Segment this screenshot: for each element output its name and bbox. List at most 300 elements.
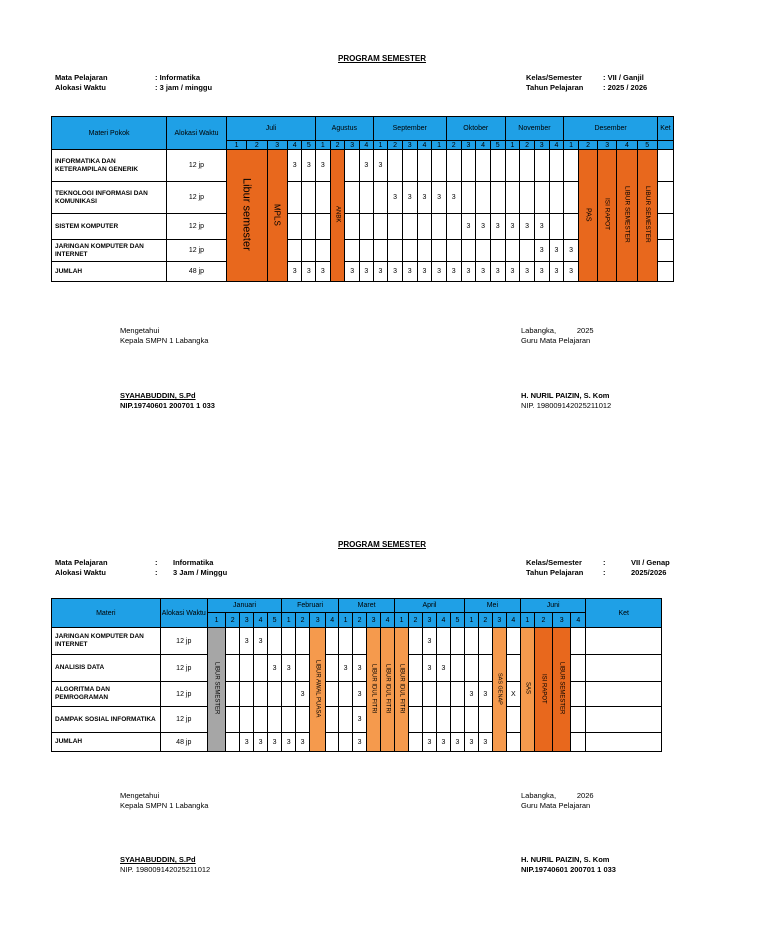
week-header: 2 [353,613,367,628]
empty-cell [564,150,579,182]
libur-semester-block-text: Libur semester [240,178,253,251]
empty-cell [345,150,360,182]
empty-cell [409,682,423,707]
empty-cell [446,214,461,240]
empty-cell [287,182,302,214]
empty-cell [296,628,310,655]
alokasi-value-2: 3 Jam / Minggu [173,568,228,577]
rapot-block [598,150,617,282]
value-cell: 3 [534,262,549,282]
week-header: 4 [287,141,302,150]
week-header: 3 [345,141,360,150]
ket-cell [586,707,662,733]
value-cell: 3 [490,214,505,240]
empty-cell [520,150,535,182]
week-header: 2 [478,613,492,628]
sign-right-name-2: H. NURIL PAIZIN, S. Kom [521,855,610,864]
col-alokasi: Alokasi Waktu [160,599,207,628]
idul-fitri-block-3 [395,628,409,752]
rapot-block-text: ISI RAPOT [540,673,547,704]
empty-cell [417,214,432,240]
value-cell: 3 [240,628,254,655]
materi-cell: SISTEM KOMPUTER [52,214,167,240]
page-title-2: PROGRAM SEMESTER [338,540,427,549]
empty-cell [388,240,403,262]
empty-cell [534,150,549,182]
week-header: 3 [553,613,571,628]
empty-cell [436,628,450,655]
empty-cell [505,182,520,214]
value-cell: 3 [353,733,367,752]
empty-cell [254,707,268,733]
empty-cell [478,628,492,655]
week-header: 1 [464,613,478,628]
empty-cell [478,707,492,733]
materi-cell: INFORMATIKA DAN KETERAMPILAN GENERIK [52,150,167,182]
empty-cell [446,150,461,182]
empty-cell [432,150,447,182]
col-ket: Ket [586,599,662,628]
value-cell: 3 [490,262,505,282]
week-header: 4 [549,141,564,150]
empty-cell [345,240,360,262]
week-header: 1 [339,613,353,628]
empty-cell [339,707,353,733]
month-header: Januari [207,599,281,613]
empty-cell [287,214,302,240]
month-header: April [395,599,465,613]
empty-cell [360,240,374,262]
empty-cell [549,214,564,240]
sas-genap-block-text: SAS GENAP [496,672,503,705]
week-header: 1 [316,141,331,150]
empty-cell [506,655,520,682]
sign-right-nip: NIP. 198009142025211012 [521,401,612,410]
empty-cell [296,707,310,733]
ket-cell [586,682,662,707]
week-header: 3 [402,141,417,150]
week-header: 3 [461,141,476,150]
week-header: 4 [360,141,374,150]
week-header: 4 [417,141,432,150]
mapel-value-2: Informatika [173,558,214,567]
empty-cell [302,182,316,214]
week-header: 1 [520,613,534,628]
sign-right-line2: Guru Mata Pelajaran [521,336,591,345]
empty-cell [505,240,520,262]
week-header: 4 [254,613,268,628]
value-cell: 3 [345,262,360,282]
empty-cell [268,682,282,707]
value-cell: 3 [461,262,476,282]
empty-cell [402,150,417,182]
libur-end-block [553,628,571,752]
value-cell: 3 [353,655,367,682]
kelas-colon-2: : [603,558,606,567]
week-header: 2 [247,141,267,150]
value-cell: 3 [296,682,310,707]
materi-cell: ALGORITMA DAN PEMROGRAMAN [52,682,161,707]
empty-cell [564,214,579,240]
empty-cell [287,240,302,262]
empty-cell [417,150,432,182]
sas-genap-block [492,628,506,752]
libur-block-3-text: LIBUR SEMESTER [643,186,651,243]
value-cell: 3 [360,150,374,182]
empty-cell [549,182,564,214]
empty-cell [240,655,254,682]
rapot-block [534,628,552,752]
value-cell: 3 [302,150,316,182]
libur-end-block-text: LIBUR SEMESTER [558,662,565,715]
empty-cell [409,628,423,655]
empty-cell [506,628,520,655]
idul-fitri-block-2-text: LIBUR IDUL FITRI [384,663,391,714]
tahun-value-2: 2025/2026 [631,568,667,577]
empty-cell [409,655,423,682]
week-header: 1 [395,613,409,628]
value-cell: 3 [422,628,436,655]
empty-cell [373,182,388,214]
empty-cell [506,707,520,733]
empty-cell [345,182,360,214]
empty-cell [360,182,374,214]
value-cell: 3 [388,182,403,214]
alokasi-colon-2: : [155,568,158,577]
empty-cell [268,707,282,733]
idul-fitri-block-3-text: LIBUR IDUL FITRI [398,663,405,714]
schedule-table-1 [51,116,674,282]
week-header: 2 [226,613,240,628]
sign-left-name: SYAHABUDDIN, S.Pd [120,391,196,400]
idul-fitri-block-2 [381,628,395,752]
empty-cell [240,682,254,707]
value-cell: 3 [446,262,461,282]
empty-cell [571,707,586,733]
week-header: 1 [373,141,388,150]
month-header: Juli [226,117,315,141]
week-header: 1 [207,613,225,628]
sign-left-line2: Kepala SMPN 1 Labangka [120,336,209,345]
value-cell: 3 [464,682,478,707]
rapot-block-text: ISI RAPOT [603,198,611,231]
month-header: Februari [282,599,339,613]
empty-cell [534,182,549,214]
value-cell: 3 [564,262,579,282]
empty-cell [571,733,586,752]
value-cell: 3 [464,733,478,752]
value-cell: 3 [373,262,388,282]
value-cell: 3 [254,733,268,752]
alokasi-cell: 12 jp [160,707,207,733]
empty-cell [520,240,535,262]
week-header: 3 [598,141,617,150]
empty-cell [450,707,464,733]
kelas-label-2: Kelas/Semester [526,558,582,567]
x-mark-cell: X [506,682,520,707]
ket-cell [586,628,662,655]
week-header: 1 [564,141,579,150]
tahun-label: Tahun Pelajaran [526,83,584,92]
kelas-label: Kelas/Semester [526,73,582,82]
sign-right-line1: Labangka, 2025 [521,326,594,335]
week-header: 5 [490,141,505,150]
empty-cell [478,655,492,682]
mapel-value: : Informatika [155,73,201,82]
empty-cell [461,240,476,262]
week-header: 3 [267,141,287,150]
value-cell: 3 [436,655,450,682]
empty-cell [417,240,432,262]
value-cell: 3 [360,262,374,282]
week-header: 2 [409,613,423,628]
week-header: 4 [326,613,339,628]
empty-cell [409,707,423,733]
sign-left-nip: NIP.19740601 200701 1 033 [120,401,215,410]
materi-cell: JARINGAN KOMPUTER DAN INTERNET [52,628,161,655]
libur-block-2-text: LIBUR SEMESTER [623,186,631,243]
week-header: 5 [302,141,316,150]
value-cell: 3 [549,262,564,282]
empty-cell [476,182,491,214]
value-cell: 3 [520,214,535,240]
libur-block-3 [637,150,657,282]
empty-cell [326,707,339,733]
materi-cell: JUMLAH [52,262,167,282]
empty-cell [402,214,417,240]
empty-cell [316,214,331,240]
week-header: 4 [476,141,491,150]
materi-cell: DAMPAK SOSIAL INFORMATIKA [52,707,161,733]
empty-cell [490,240,505,262]
empty-cell [282,682,296,707]
value-cell: 3 [476,214,491,240]
empty-cell [505,150,520,182]
value-cell: 3 [476,262,491,282]
kelas-value-2: VII / Genap [631,558,670,567]
empty-cell [422,682,436,707]
week-header: 2 [330,141,345,150]
alokasi-cell: 48 jp [167,262,227,282]
value-cell: 3 [422,655,436,682]
empty-cell [226,733,240,752]
empty-cell [571,628,586,655]
mpls-block-text: MPLS [272,203,282,226]
month-header: Juni [520,599,586,613]
empty-cell [296,655,310,682]
value-cell: 3 [287,262,302,282]
week-header: 4 [436,613,450,628]
empty-cell [432,214,447,240]
month-header: November [505,117,564,141]
sign-right-nip-2: NIP.19740601 200701 1 033 [521,865,616,874]
value-cell: 3 [402,262,417,282]
ket-cell [657,214,673,240]
empty-cell [268,628,282,655]
month-header: Mei [464,599,520,613]
empty-cell [464,707,478,733]
value-cell: 3 [436,733,450,752]
week-header: 2 [578,141,597,150]
month-header: Maret [339,599,395,613]
empty-cell [490,150,505,182]
empty-cell [476,150,491,182]
empty-cell [339,628,353,655]
empty-cell [422,707,436,733]
month-header: September [373,117,446,141]
week-header: 2 [388,141,403,150]
empty-cell [432,240,447,262]
value-cell: 3 [450,733,464,752]
value-cell: 3 [564,240,579,262]
anbk-block [330,150,345,282]
idul-fitri-block-1 [367,628,381,752]
value-cell: 3 [478,733,492,752]
empty-cell [476,240,491,262]
alokasi-cell: 12 jp [167,182,227,214]
month-header: Agustus [316,117,374,141]
empty-cell [339,682,353,707]
week-header: 4 [381,613,395,628]
week-header: 3 [240,613,254,628]
sign-left-line1-2: Mengetahui [120,791,160,800]
week-header: 4 [571,613,586,628]
mapel-label-2: Mata Pelajaran [55,558,108,567]
alokasi-cell: 48 jp [160,733,207,752]
empty-cell [326,628,339,655]
value-cell: 3 [505,262,520,282]
libur-semester-block-text: LIBUR SEMESTER [213,662,220,715]
empty-cell [450,628,464,655]
empty-cell [464,655,478,682]
empty-cell [345,214,360,240]
value-cell: 3 [254,628,268,655]
sign-left-line1: Mengetahui [120,326,160,335]
value-cell: 3 [534,240,549,262]
tahun-value: : 2025 / 2026 [603,83,648,92]
value-cell: 3 [388,262,403,282]
tahun-label-2: Tahun Pelajaran [526,568,584,577]
empty-cell [450,682,464,707]
week-header: 1 [282,613,296,628]
alokasi-label-2: Alokasi Waktu [55,568,106,577]
materi-cell: JARINGAN KOMPUTER DAN INTERNET [52,240,167,262]
materi-cell: ANALISIS DATA [52,655,161,682]
sign-left-line2-2: Kepala SMPN 1 Labangka [120,801,209,810]
alokasi-cell: 12 jp [167,214,227,240]
alokasi-cell: 12 jp [160,682,207,707]
week-header: 5 [268,613,282,628]
empty-cell [226,628,240,655]
sign-left-name-2: SYAHABUDDIN, S.Pd [120,855,196,864]
empty-cell [549,150,564,182]
value-cell: 3 [353,682,367,707]
empty-cell [353,628,367,655]
empty-cell [373,214,388,240]
week-header: 1 [226,141,246,150]
value-cell: 3 [402,182,417,214]
idul-fitri-block-1-text: LIBUR IDUL FITRI [370,663,377,714]
empty-cell [254,682,268,707]
empty-cell [326,682,339,707]
week-header: 5 [637,141,657,150]
week-header: 2 [446,141,461,150]
tahun-colon-2: : [603,568,606,577]
week-header: 3 [310,613,326,628]
empty-cell [226,655,240,682]
value-cell: 3 [339,655,353,682]
value-cell: 3 [287,150,302,182]
mapel-colon-2: : [155,558,158,567]
materi-cell: TEKNOLOGI INFORMASI DAN KOMUNIKASI [52,182,167,214]
empty-cell [226,707,240,733]
empty-cell [464,628,478,655]
empty-cell [436,707,450,733]
empty-cell [360,214,374,240]
ket-cell [657,262,673,282]
empty-cell [402,240,417,262]
kelas-value: : VII / Ganjil [603,73,644,82]
empty-cell [450,655,464,682]
alokasi-cell: 12 jp [160,655,207,682]
ket-cell [586,733,662,752]
alokasi-cell: 12 jp [167,240,227,262]
value-cell: 3 [432,262,447,282]
value-cell: 3 [296,733,310,752]
empty-cell [316,182,331,214]
empty-cell [226,682,240,707]
week-header: 2 [534,613,552,628]
value-cell: 3 [240,733,254,752]
week-header: 5 [450,613,464,628]
value-cell: 3 [268,655,282,682]
empty-cell [282,628,296,655]
pas-block-text: PAS [584,207,592,222]
ket-cell [657,182,673,214]
empty-cell [571,682,586,707]
week-header: 4 [506,613,520,628]
empty-cell [564,182,579,214]
empty-cell [282,707,296,733]
week-header: 3 [534,141,549,150]
value-cell: 3 [461,214,476,240]
mapel-label: Mata Pelajaran [55,73,108,82]
empty-cell [461,182,476,214]
ket-cell [586,655,662,682]
empty-cell [506,733,520,752]
alokasi-value: : 3 jam / minggu [155,83,213,92]
value-cell: 3 [534,214,549,240]
ket-cell [657,150,673,182]
empty-cell [388,214,403,240]
puasa-block [310,628,326,752]
alokasi-cell: 12 jp [160,628,207,655]
col-materi: Materi Pokok [52,117,167,150]
week-header: 3 [422,613,436,628]
value-cell: 3 [505,214,520,240]
value-cell: 3 [282,733,296,752]
alokasi-cell: 12 jp [167,150,227,182]
libur-semester-block [207,628,225,752]
week-header: 4 [617,141,637,150]
col-ket: Ket [657,117,673,141]
empty-cell [326,733,339,752]
materi-cell: JUMLAH [52,733,161,752]
mpls-block [267,150,287,282]
empty-cell [326,655,339,682]
value-cell: 3 [316,262,331,282]
empty-cell [461,150,476,182]
